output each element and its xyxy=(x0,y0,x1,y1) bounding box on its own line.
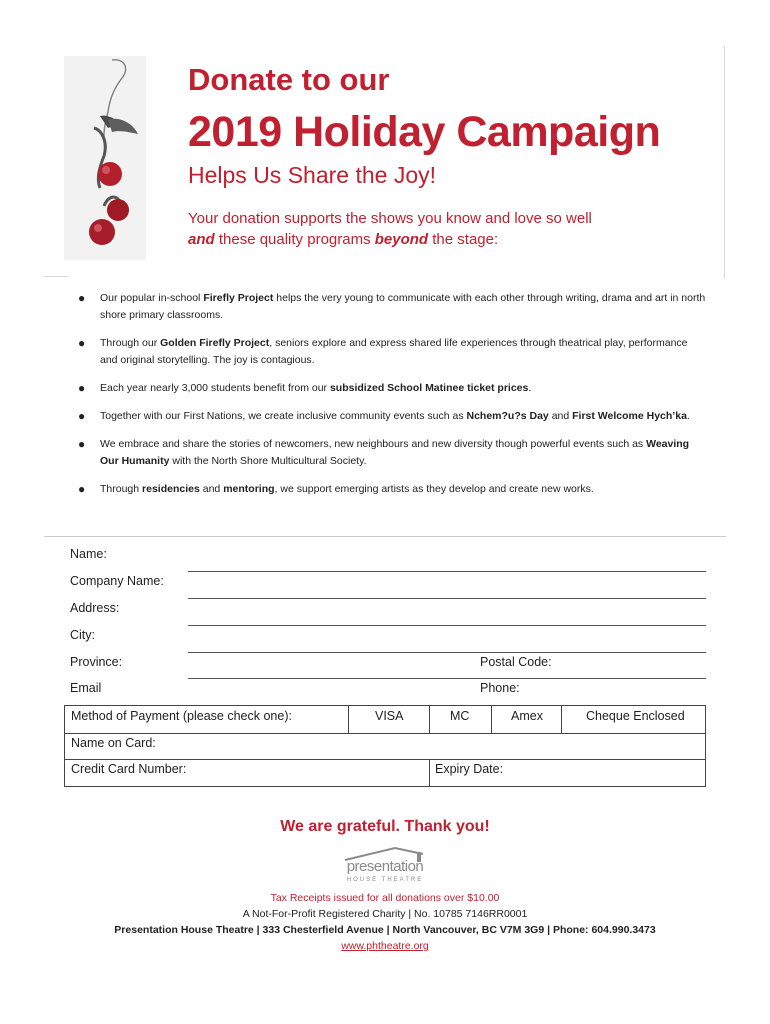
payment-table xyxy=(64,705,706,787)
table-divider xyxy=(348,706,349,733)
bullet-icon: ● xyxy=(78,291,86,305)
postal-code-label: Postal Code: xyxy=(480,655,552,669)
table-divider xyxy=(491,706,492,733)
program-list xyxy=(76,290,706,509)
table-divider xyxy=(65,733,705,734)
bullet-icon: ● xyxy=(78,482,86,496)
name-label: Name: xyxy=(70,547,107,561)
contact-line: Presentation House Theatre | 333 Chesterfield Avenue | North Vancouver, BC V7M 3G9 | Phone: 604.990.3473 xyxy=(114,924,656,936)
website-link[interactable]: www.phtheatre.org xyxy=(341,940,429,952)
presentation-logo xyxy=(343,846,427,886)
page-title: 2019 Holiday Campaign xyxy=(188,108,661,156)
table-divider xyxy=(561,706,562,733)
bullet-icon: ● xyxy=(78,437,86,451)
phone-label: Phone: xyxy=(480,681,520,695)
name-field[interactable] xyxy=(188,571,706,572)
logo-wordmark: presentation xyxy=(346,858,424,875)
ornament-image xyxy=(64,56,146,260)
table-divider xyxy=(65,759,705,760)
expiry-date-field[interactable]: Expiry Date: xyxy=(435,762,504,776)
vertical-divider xyxy=(724,46,725,278)
list-item: ● Together with our First Nations, we create inclusive community events such as Nchem?u?s Day and First Welcome Hych’ka. xyxy=(78,409,690,423)
title-line-1: Donate to our xyxy=(188,62,390,97)
city-label: City: xyxy=(70,628,95,642)
bullet-icon: ● xyxy=(78,336,86,350)
section-divider xyxy=(44,536,726,537)
amex-option[interactable]: Amex xyxy=(511,709,543,723)
email-label: Email xyxy=(70,681,102,695)
city-field[interactable] xyxy=(188,652,706,653)
list-item: ● Through residencies and mentoring, we support emerging artists as they develop and create new works. xyxy=(78,482,594,496)
list-item: ● Our popular in-school Firefly Project helps the very young to communicate with each other through writing, drama and art in north shore primary classrooms. xyxy=(78,291,706,321)
table-divider xyxy=(429,706,430,733)
province-field[interactable] xyxy=(188,678,706,679)
thank-you-heading: We are grateful. Thank you! xyxy=(280,818,490,835)
company-field[interactable] xyxy=(188,598,706,599)
bullet-icon: ● xyxy=(78,381,86,395)
address-label: Address: xyxy=(70,601,120,615)
logo-subtext: HOUSE THEATRE xyxy=(346,877,424,883)
address-field[interactable] xyxy=(188,625,706,626)
intro-text: Your donation supports the shows you know and love so well and these quality programs beyond the stage: xyxy=(188,210,592,248)
list-item: ● Each year nearly 3,000 students benefit from our subsidized School Matinee ticket prices. xyxy=(78,381,532,395)
tax-receipt-note: Tax Receipts issued for all donations over $10.00 xyxy=(270,892,500,904)
payment-method-label: Method of Payment (please check one): xyxy=(71,709,292,723)
subtitle: Helps Us Share the Joy! xyxy=(188,162,437,188)
list-item: ● Through our Golden Firefly Project, seniors explore and express shared life experiences through theatrical play, performance and original storytelling. The joy is contagious. xyxy=(78,336,688,366)
bullet-icon: ● xyxy=(78,409,86,423)
company-label: Company Name: xyxy=(70,574,164,588)
cheque-option[interactable]: Cheque Enclosed xyxy=(586,709,685,723)
province-label: Province: xyxy=(70,655,123,669)
mc-option[interactable]: MC xyxy=(450,709,470,723)
charity-note: A Not-For-Profit Registered Charity | No. 10785 7146RR0001 xyxy=(242,908,528,920)
name-on-card-field[interactable]: Name on Card: xyxy=(71,736,156,750)
divider xyxy=(44,276,68,277)
table-divider xyxy=(429,759,430,787)
visa-option[interactable]: VISA xyxy=(375,709,404,723)
list-item: ● We embrace and share the stories of newcomers, new neighbours and new diversity though powerful events such as Weaving Our Humanity with the North Shore Multicultural Society. xyxy=(78,437,690,467)
card-number-field[interactable]: Credit Card Number: xyxy=(71,762,187,776)
